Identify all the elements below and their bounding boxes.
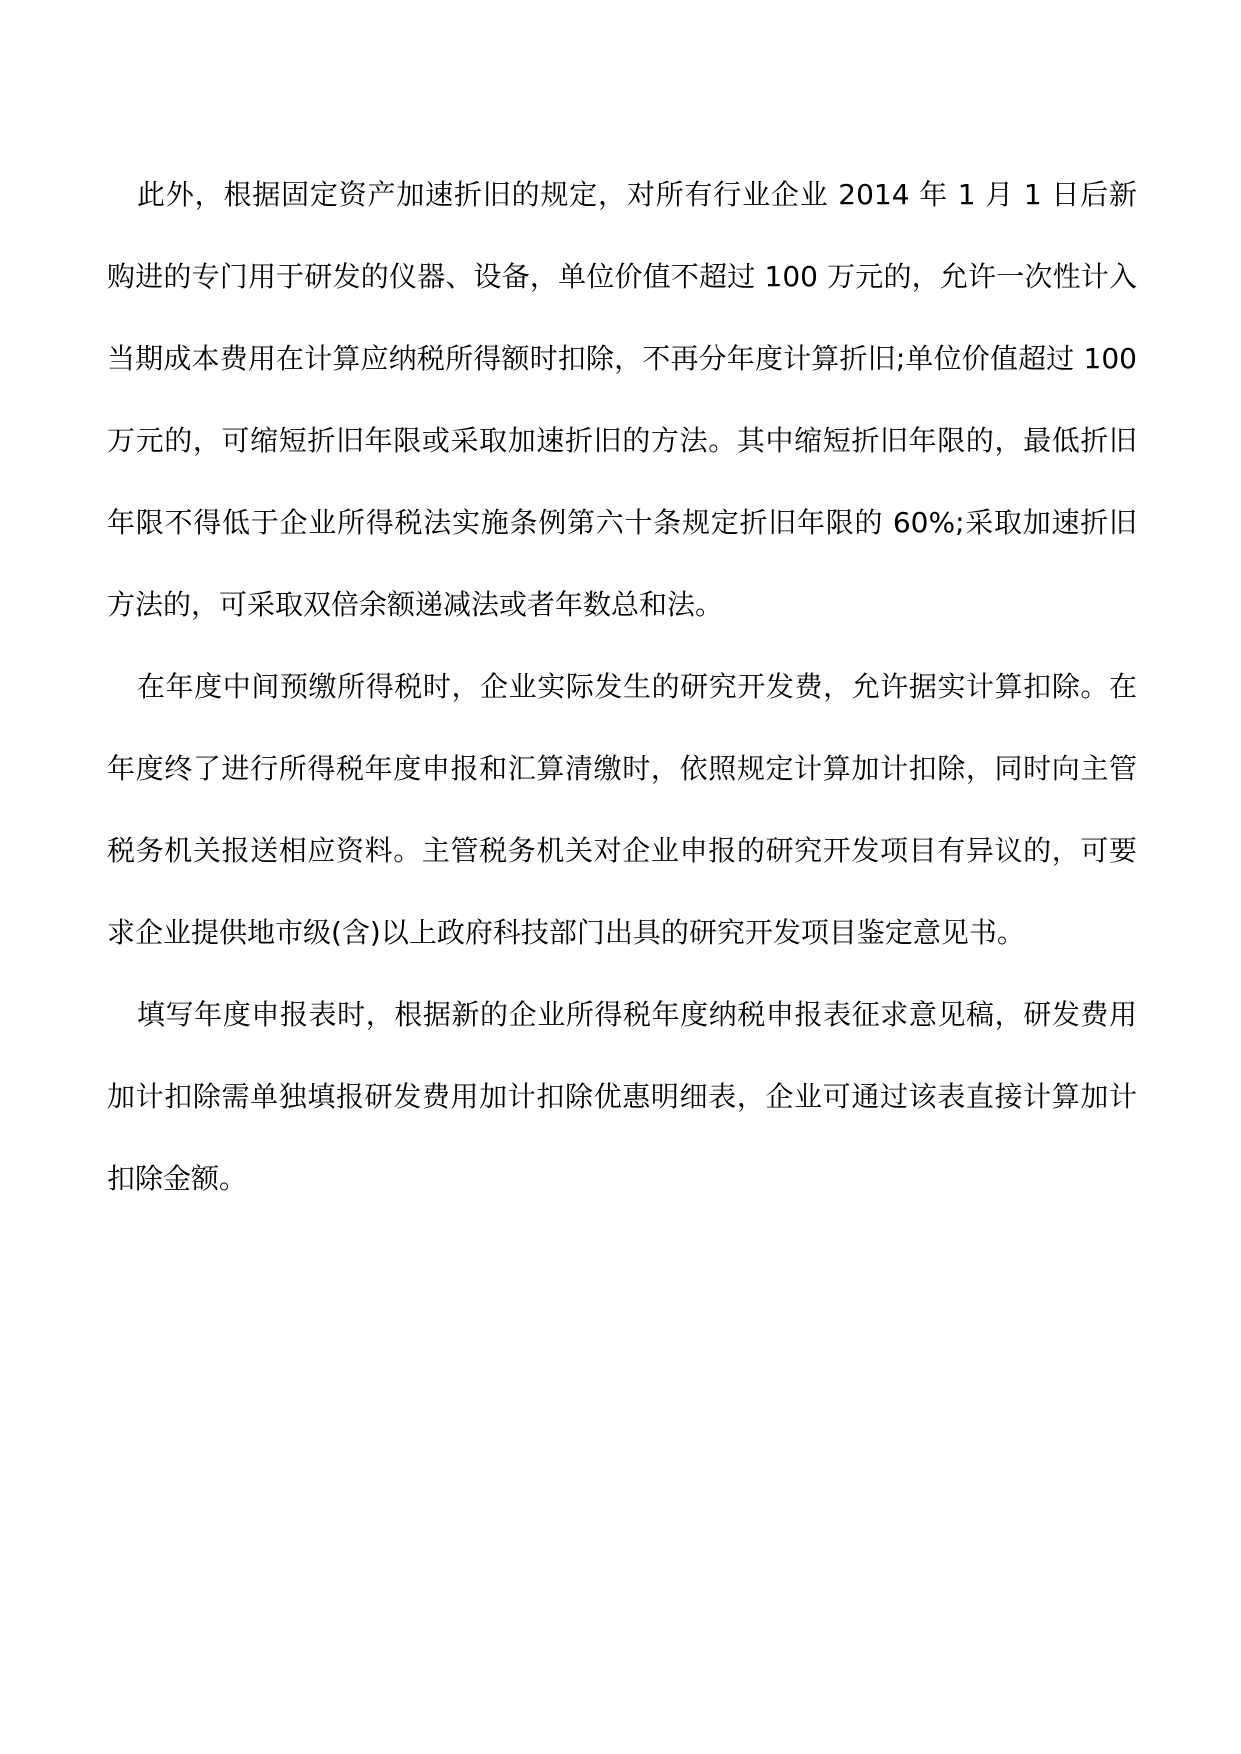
paragraph-prepayment-deduction: 在年度中间预缴所得税时，企业实际发生的研究开发费，允许据实计算扣除。在年度终了进行所得税年度申报和汇算清缴时，依照规定计算加计扣除，同时向主管税务机关报送相应资料。主管税务机关对企业申报的研究开发项目有异议的，可要求企业提供地市级(含)以上政府科技部门出具的研究开发项目鉴定意见书。	[107, 670, 1137, 949]
paragraph-accelerated-depreciation: 此外，根据固定资产加速折旧的规定，对所有行业企业 2014 年 1 月 1 日后新购进的专门用于研发的仪器、设备，单位价值不超过 100 万元的，允许一次性计入当期成本费用在计算应纳税所得额时扣除，不再分年度计算折旧;单位价值超过 100 万元的，可缩短折旧年限或采取加速折旧的方法。其中缩短折旧年限的，最低折旧年限不得低于企业所得税法实施条例第六十条规定折旧年限的 60%;采取加速折旧方法的，可采取双倍余额递减法或者年数总和法。	[107, 178, 1137, 621]
document-body	[107, 154, 1137, 1220]
paragraph-annual-filing: 填写年度申报表时，根据新的企业所得税年度纳税申报表征求意见稿，研发费用加计扣除需单独填报研发费用加计扣除优惠明细表，企业可通过该表直接计算加计扣除金额。	[107, 998, 1137, 1195]
